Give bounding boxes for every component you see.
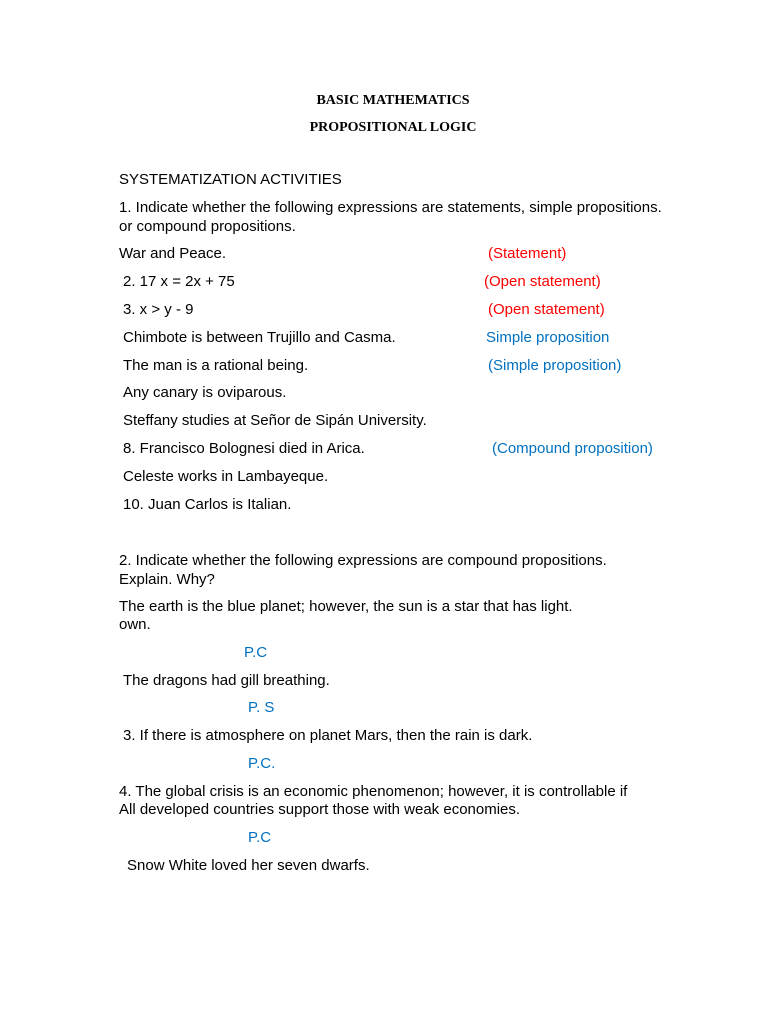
exercise1-instruction-line1: 1. Indicate whether the following expressions are statements, simple propositions. xyxy=(119,199,662,216)
exercise1-item-answer: (Open statement) xyxy=(488,301,605,318)
exercise1-item-text: Celeste works in Lambayeque. xyxy=(123,468,329,485)
exercise2-item1-line1: The earth is the blue planet; however, the sun is a star that has light. xyxy=(119,598,573,615)
exercise1-item-answer: Simple proposition xyxy=(486,329,610,346)
exercise2-item2-answer: P. S xyxy=(248,699,275,716)
exercise1-item-text: 3. x > y - 9 xyxy=(123,301,194,318)
page-subtitle: PROPOSITIONAL LOGIC xyxy=(309,120,477,135)
exercise1-instruction-line2: or compound propositions. xyxy=(119,218,296,235)
page-title: BASIC MATHEMATICS xyxy=(316,93,470,108)
exercise2-instruction-line1: 2. Indicate whether the following expressions are compound propositions. xyxy=(119,552,607,569)
exercise1-item-text: The man is a rational being. xyxy=(123,357,309,374)
exercise1-item-text: Any canary is oviparous. xyxy=(123,384,287,401)
exercise2-item3: 3. If there is atmosphere on planet Mars, then the rain is dark. xyxy=(123,727,533,744)
exercise2-item4-line2: All developed countries support those with weak economies. xyxy=(119,801,521,818)
exercise1-item-text: Steffany studies at Señor de Sipán University. xyxy=(123,412,427,429)
section-heading: SYSTEMATIZATION ACTIVITIES xyxy=(119,171,342,188)
exercise1-item-text: 10. Juan Carlos is Italian. xyxy=(123,496,292,513)
exercise2-item5: Snow White loved her seven dwarfs. xyxy=(127,857,370,874)
exercise1-item-answer: (Simple proposition) xyxy=(488,357,622,374)
exercise1-item-answer: (Open statement) xyxy=(484,273,601,290)
exercise1-item-text: 8. Francisco Bolognesi died in Arica. xyxy=(123,440,365,457)
exercise1-item-text: Chimbote is between Trujillo and Casma. xyxy=(123,329,396,346)
exercise1-item-answer: (Compound proposition) xyxy=(492,440,653,457)
exercise2-item2: The dragons had gill breathing. xyxy=(123,672,330,689)
exercise1-item-text: 2. 17 x = 2x + 75 xyxy=(123,273,235,290)
exercise1-item-answer: (Statement) xyxy=(488,245,567,262)
exercise2-item4-answer: P.C xyxy=(248,829,272,846)
exercise1-item-text: War and Peace. xyxy=(119,245,226,262)
exercise2-item3-answer: P.C. xyxy=(248,755,276,772)
exercise2-instruction-line2: Explain. Why? xyxy=(119,571,215,588)
exercise2-item1-line2: own. xyxy=(119,616,151,633)
exercise2-item4-line1: 4. The global crisis is an economic phenomenon; however, it is controllable if xyxy=(119,783,628,800)
exercise2-item1-answer: P.C xyxy=(244,644,268,661)
